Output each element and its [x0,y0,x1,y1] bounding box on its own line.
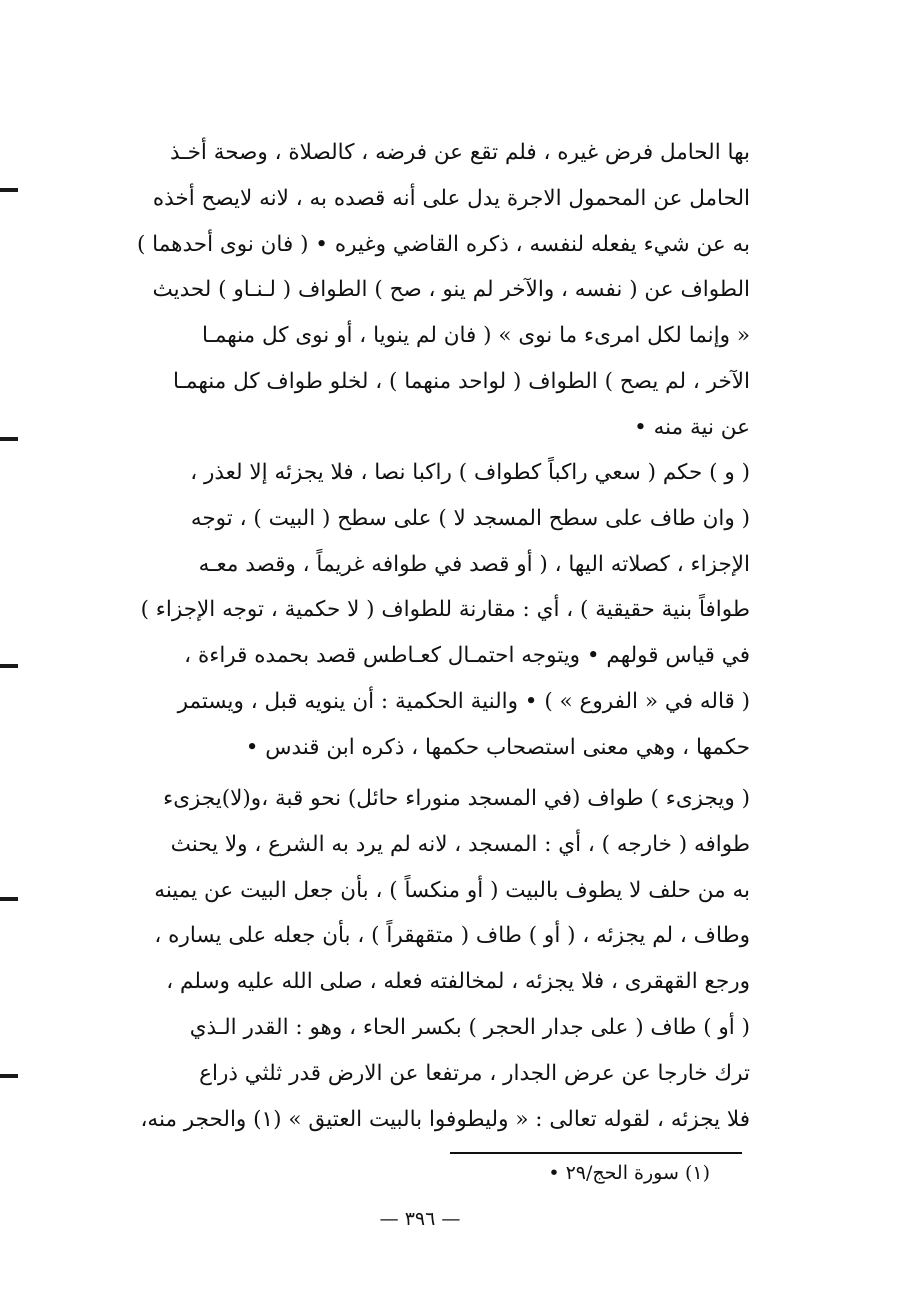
text-line: ترك خارجا عن عرض الجدار ، مرتفعا عن الارض قدر ثلثي ذراع [199,1060,750,1086]
text-line: الإجزاء ، كصلاته اليها ، ( أو قصد في طوافه غريماً ، وقصد معـه [198,551,750,577]
text-line: فلا يجزئه ، لقوله تعالى : « وليطوفوا بالبيت العتيق » (١) والحجر منه، [140,1106,750,1132]
text-line: طوافاً بنية حقيقية ) ، أي : مقارنة للطواف ( لا حكمية ، توجه الإجزاء ) [140,597,750,623]
text-line: ( قاله في « الفروع » ) • والنية الحكمية : أن ينويه قبل ، ويستمر [177,688,750,714]
paragraph-2 [100,450,750,771]
page-number: — ٣٩٦ — [379,1208,461,1230]
margin-mark [0,1074,18,1078]
text-line: ورجع القهقرى ، فلا يجزئه ، لمخالفته فعله ، صلى الله عليه وسلم ، [166,969,750,995]
margin-mark [0,664,18,668]
text-line: في قياس قولهم • ويتوجه احتمـال كعـاطس قصد بحمده قراءة ، [184,643,750,669]
text-line: ( ويجزىء ) طواف (في المسجد منوراء حائل) نحو قبة ،و(لا)يجزىء [163,786,750,811]
footnote-divider [450,1152,742,1154]
text-line: حكمها ، وهي معنى استصحاب حكمها ، ذكره ابن قندس • [245,734,750,760]
text-line: به من حلف لا يطوف بالبيت ( أو منكساً ) ، بأن جعل البيت عن يمينه [154,877,750,903]
text-line: بها الحامل فرض غيره ، فلم تقع عن فرضه ، كالصلاة ، وصحة أخـذ [170,140,750,165]
text-line: الآخر ، لم يصح ) الطواف ( لواحد منهما ) ، لخلو طواف كل منهمـا [173,368,750,394]
margin-mark [0,188,18,192]
text-line: عن نية منه • [634,414,750,440]
text-line: ( أو ) طاف ( على جدار الحجر ) بكسر الحاء ، وهو : القدر الـذي [189,1014,750,1040]
text-line: الحامل عن المحمول الاجرة يدل على أنه قصده به ، لانه لايصح أخذه [152,185,750,211]
text-line: به عن شيء يفعله لنفسه ، ذكره القاضي وغيره • ( فان نوى أحدهما ) [136,231,750,257]
margin-mark [0,437,18,441]
text-line: ( و ) حكم ( سعي راكباً كطواف ) راكبا نصا ، فلا يجزئه إلا لعذر ، [190,460,750,485]
footnote: (١) سورة الحج/٢٩ • [548,1162,710,1184]
text-line: طوافه ( خارجه ) ، أي : المسجد ، لانه لم يرد به الشرع ، ولا يحنث [170,831,750,857]
text-line: « وإنما لكل امرىء ما نوى » ( فان لم ينويا ، أو نوى كل منهمـا [201,323,750,349]
margin-mark [0,897,18,901]
text-line: وطاف ، لم يجزئه ، ( أو ) طاف ( متقهقراً ) ، بأن جعله على يساره ، [154,923,750,949]
paragraph-1 [100,130,750,451]
paragraph-3 [100,776,750,1142]
text-line: ( وان طاف على سطح المسجد لا ) على سطح ( البيت ) ، توجه [190,505,750,531]
text-line: الطواف عن ( نفسه ، والآخر لم ينو ، صح ) الطواف ( لـنـاو ) لحديث [152,277,750,303]
